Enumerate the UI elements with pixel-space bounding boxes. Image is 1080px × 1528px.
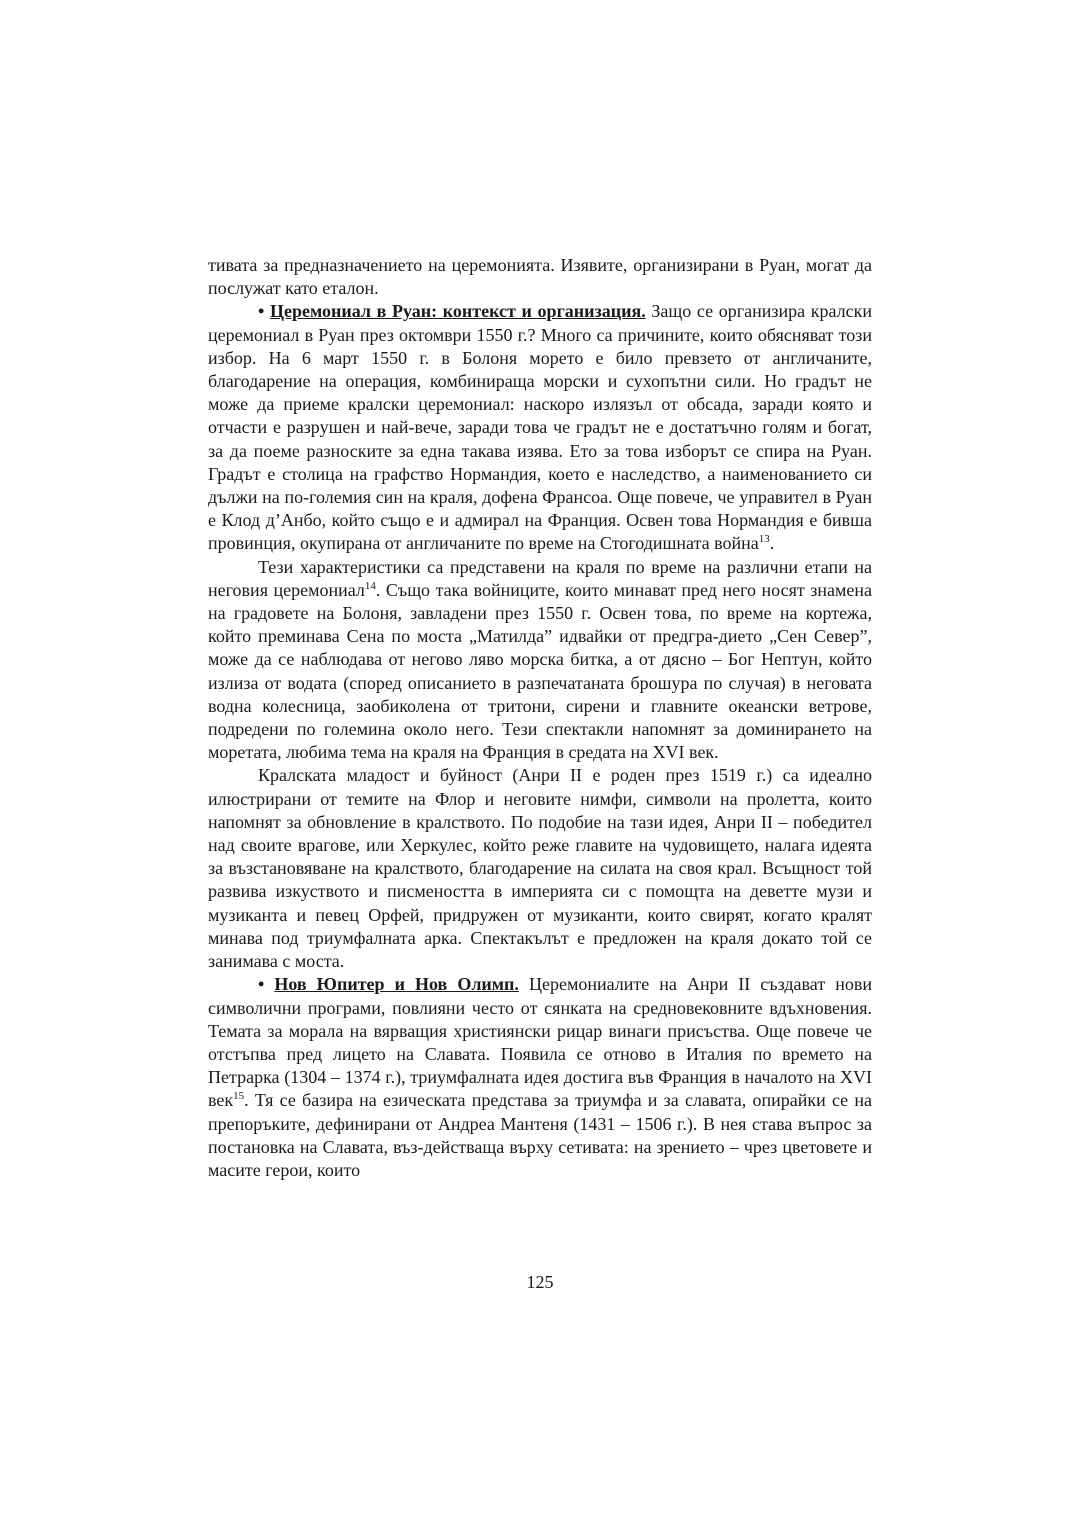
paragraph-characteristics (208, 556, 872, 765)
paragraph-new-jupiter (208, 973, 872, 1182)
paragraph-text: Защо се организира кралски церемониал в Руан през октомври 1550 г.? Много са причините, които обясняват този избор. На 6 март 1550 г. в Болоня морето е било превзето от англичаните, благодарение на операция, комбинираща морски и сухопътни сили. Но градът не може да приеме кралски церемониал: наскоро излязъл от обсада, заради която и отчасти е разрушен и най-вече, заради това че градът не е достатъчно голям и богат, за да поеме разноските за една такава изява. Ето за това изборът се спира на Руан. Градът е столица на графство Нормандия, което е наследство, а наименованието си дължи на по-големия син на краля, дофена Франсоа. Още повече, че управител в Руан е Клод д’Анбо, който също е и адмирал на Франция. Освен това Нормандия е бивша провинция, окупирана от англичаните по време на Стогодишната война (208, 301, 872, 554)
page-number: 125 (526, 1272, 554, 1292)
paragraph-text: тивата за предназначението на церемонията. Изявите, организирани в Руан, могат да послужат като еталон. (208, 255, 872, 299)
bullet: • (258, 974, 275, 995)
footnote-ref-15: 15 (233, 1090, 245, 1103)
section-heading-rouen: Церемониал в Руан: контекст и организация. (269, 301, 646, 322)
paragraph-text: Церемониалите на Анри II създават нови символични програми, повлияни често от сянката на средновековните вдъхновения. Темата за морала на вярващия християнски рицар винаги присъства. Още повече че отстъпва пред лицето на Славата. Появила се отново в Италия по времето на Петрарка (1304 – 1374 г.), триумфалната идея достига във Франция в началото на XVI век (208, 974, 872, 1111)
bullet: • (258, 301, 270, 322)
paragraph-text: Кралската младост и буйност (Анри II е роден през 1519 г.) са идеално илюстрирани от темите на Флор и неговите нимфи, символи на пролетта, които напомнят за обновление в кралството. По подобие на тази идея, Анри II – победител над своите врагове, или Херкулес, който реже главите на чудовището, налага идеята за възстановяване на кралството, благодарение на силата на своя крал. Всъщност той развива изкуството и писмеността в империята си с помощта на деветте музи и музиканта и певец Орфей, придружен от музиканти, които свирят, когато кралят минава под триумфалната арка. Спектакълът е предложен на краля докато той се занимава с моста. (208, 765, 872, 972)
paragraph-text: Тези характеристики са представени на краля по време на различни етапи на неговия церемониал (208, 556, 872, 600)
section-heading-jupiter: Нов Юпитер и Нов Олимп. (274, 974, 519, 995)
footnote-ref-14: 14 (364, 579, 376, 592)
paragraph-rouen-ceremonial (208, 300, 872, 555)
footnote-ref-13: 13 (758, 533, 770, 546)
paragraph-text-end: . (769, 533, 775, 554)
paragraph-continuation (208, 254, 872, 300)
paragraph-text-end: . Също така войниците, които минават пред него носят знамена на градовете на Болоня, завладени през 1550 г. Освен това, по време на кортежа, който преминава Сена по моста „Матилда” идвайки от предгра-дието „Сен Север”, може да се наблюдава от негово ляво морска битка, а от дясно – Бог Нептун, който излиза от водата (според описанието в разпечатаната брошура по случая) в неговата водна колесница, заобиколена от тритони, сирени и главните океански ветрове, подредени по големина около него. Тези спектакли напомнят за доминирането на моретата, любима тема на краля на Франция в средата на XVI век. (208, 579, 872, 763)
paragraph-text-end: . Тя се базира на езическата представа за триумфа и за славата, опирайки се на препоръките, дефинирани от Андреа Мантеня (1431 – 1506 г.). В нея става въпрос за постановка на Славата, въз-действаща върху сетивата: на зрението – чрез цветовете и масите герои, които (208, 1090, 872, 1180)
paragraph-royal-youth (208, 764, 872, 973)
page-body (208, 254, 872, 1182)
